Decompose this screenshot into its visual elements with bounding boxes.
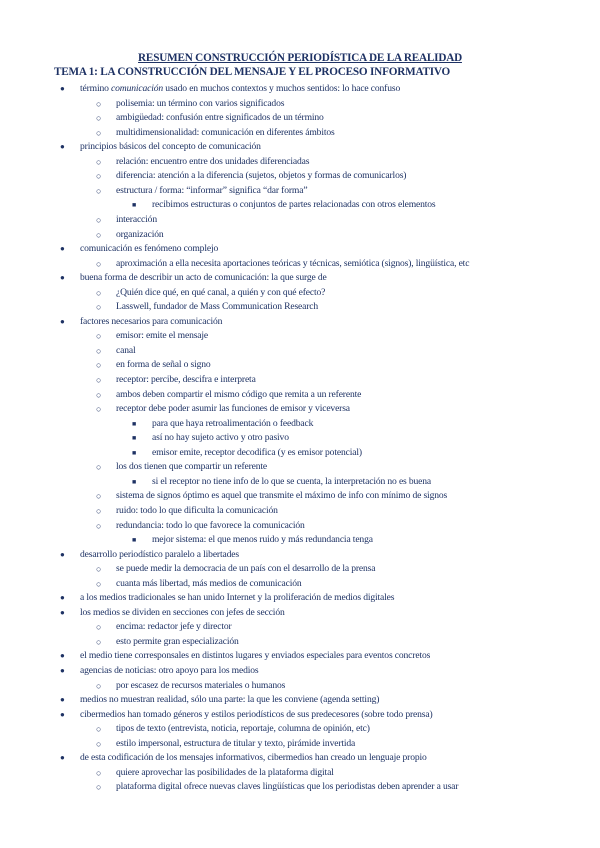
bullet-icon: ○ [96,375,102,385]
outline-item-level-2 [96,286,326,301]
outline-item-text: sistema de signos óptimo es aquel que transmite el máximo de info con mínimo de signos [116,490,448,502]
bullet-icon: ○ [96,229,102,240]
outline-item-level-3 [132,431,289,446]
outline-item-level-2 [96,184,308,199]
bullet-icon: ○ [96,345,102,356]
outline-item-text: comunicación es fenómeno complejo [80,243,219,255]
outline-item-text: cibermedios han tomado géneros y estilos periodísticos de sus predecesores (sobre todo prensa) [80,708,433,720]
outline-item-text: receptor debe poder asumir las funciones de emisor y viceversa [116,403,350,415]
outline-item-text: aproximación a ella necesita aportaciones teóricas y técnicas, semiótica (signos), lingüística, etc [116,257,470,269]
bullet-icon: ○ [96,360,102,371]
bullet-icon: ○ [96,564,102,575]
outline-item-level-2 [96,737,356,752]
outline-item-level-2 [96,562,376,577]
outline-item-text: a los medios tradicionales se han unido Internet y la proliferación de medios digitales [80,592,395,604]
outline-item-text: ruido: todo lo que dificulta la comunicación [116,504,278,516]
bullet-icon: ○ [96,214,102,225]
outline-item-text: por escasez de recursos materiales o humanos [116,679,286,691]
outline-item-text: multidimensionalidad: comunicación en diferentes ámbitos [116,126,335,138]
bullet-icon: ■ [132,448,137,457]
bullet-icon: ● [60,607,65,617]
outline-item-text: organización [116,228,164,240]
bullet-icon: ■ [132,536,137,545]
outline-item-text: principios básicos del concepto de comunicación [80,141,261,153]
outline-item-level-1 [60,548,239,563]
outline-item-text: encima: redactor jefe y director [116,621,232,633]
outline-item-level-2 [96,620,232,635]
bullet-icon: ● [60,593,65,603]
outline-item-text: esto permite gran especialización [116,635,239,647]
outline-item-level-2 [96,577,302,592]
outline-item-level-2 [96,358,211,373]
outline-item-level-2 [96,228,164,243]
bullet-icon: ○ [96,462,102,473]
outline-item-text: emisor emite, receptor decodifica (y es emisor potencial) [152,446,362,458]
bullet-icon: ● [60,709,65,719]
outline-item-level-2 [96,780,459,795]
outline-item-text: estructura / forma: “informar” significa “dar forma” [116,184,308,196]
outline-item-level-1 [60,606,285,621]
outline-item-level-2 [96,329,209,344]
bullet-icon: ● [60,549,65,559]
outline-item-text: medios no muestran realidad, sólo una parte: la que les conviene (agenda setting) [80,694,380,706]
outline-item-level-2 [96,97,285,112]
bullet-icon: ○ [96,113,102,124]
bullet-icon: ● [60,695,65,705]
outline-item-text: se puede medir la democracia de un país con el desarrollo de la prensa [116,563,376,575]
outline-item-level-2 [96,111,324,126]
bullet-icon: ○ [96,636,102,647]
bullet-icon: ● [60,244,65,254]
outline-item-text: si el receptor no tiene info de lo que se cuenta, la interpretación no es buena [152,475,432,487]
bullet-icon: ○ [96,156,102,167]
bullet-icon: ○ [96,127,102,138]
bullet-icon: ○ [96,782,102,793]
outline-item-level-2 [96,213,157,228]
bullet-icon: ○ [96,171,102,182]
emphasized-term: comunicación [111,83,164,94]
bullet-icon: ○ [96,404,102,415]
outline-item-level-2 [96,155,310,170]
bullet-icon: ○ [96,680,102,691]
bullet-icon: ○ [96,389,102,400]
bullet-icon: ○ [96,258,102,269]
outline-item-level-2 [96,169,407,184]
outline-item-text: Lasswell, fundador de Mass Communication Research [116,301,319,313]
bullet-icon: ○ [96,724,102,735]
outline-item-level-3 [132,198,436,213]
bullet-icon: ○ [96,98,102,109]
outline-item-level-2 [96,373,256,388]
bullet-icon: ○ [96,302,102,313]
outline-item-text: el medio tiene corresponsales en distintos lugares y enviados especiales para eventos concretos [80,650,431,662]
outline-item-text: los dos tienen que compartir un referente [116,461,268,473]
outline-item-level-2 [96,126,335,141]
bullet-icon: ○ [96,578,102,589]
bullet-icon: ● [60,84,65,93]
outline-item-level-3 [132,475,432,490]
bullet-icon: ● [60,666,65,675]
outline-item-text: de esta codificación de los mensajes informativos, cibermedios han creado un lenguaje propio [80,752,427,764]
outline-item-level-2 [96,489,448,504]
outline-item-level-2 [96,300,319,315]
outline-item-level-2 [96,679,286,694]
outline-item-text: recibimos estructuras o conjuntos de partes relacionadas con otros elementos [152,199,436,211]
outline-item-text: plataforma digital ofrece nuevas claves lingüísticas que los periodistas deben aprender a usar [116,781,459,793]
outline-item-text: desarrollo periodístico paralelo a libertades [80,548,239,560]
outline-item-text: tipos de texto (entrevista, noticia, reportaje, columna de opinión, etc) [116,723,370,735]
outline-item-level-1 [60,751,427,766]
outline-item-text: ¿Quién dice qué, en qué canal, a quién y con qué efecto? [116,286,326,298]
bullet-icon: ● [60,142,65,152]
outline-item-level-1 [60,591,395,606]
outline-item-text: cuanta más libertad, más medios de comunicación [116,577,302,589]
section-heading: TEMA 1: LA CONSTRUCCIÓN DEL MENSAJE Y EL PROCESO INFORMATIVO [54,66,451,78]
bullet-icon: ■ [132,419,137,428]
outline-item-level-1 [60,140,261,155]
outline-item-text: redundancia: todo lo que favorece la comunicación [116,519,305,531]
outline-item-level-2 [96,504,278,519]
outline-item-level-2 [96,460,268,475]
outline-item-level-2 [96,257,470,272]
outline-item-text: ambos deben compartir el mismo código que remita a un referente [116,388,362,400]
outline-item-text: receptor: percibe, descifra e interpreta [116,374,256,385]
outline-item-text: los medios se dividen en secciones con jefes de sección [80,606,285,618]
outline-item-level-2 [96,635,239,650]
outline-item-text: canal [116,344,136,356]
outline-item-level-3 [132,446,362,461]
outline-item-level-1 [60,315,223,330]
bullet-icon: ○ [96,491,102,502]
bullet-icon: ○ [96,287,102,298]
bullet-icon: ○ [96,331,102,342]
outline-item-text: factores necesarios para comunicación [80,315,223,327]
bullet-icon: ● [60,273,65,283]
outline-item-level-2 [96,519,305,534]
outline-item-text: diferencia: atención a la diferencia (sujetos, objetos y formas de comunicarlos) [116,170,407,182]
outline-item-level-2 [96,344,136,359]
outline-item-level-1 [60,82,401,97]
outline-item-text: buena forma de describir un acto de comunicación: la que surge de [80,272,327,284]
outline-item-level-2 [96,766,334,781]
bullet-icon: ○ [96,520,102,531]
outline-item-text: polisemia: un término con varios significados [116,97,285,109]
bullet-icon: ■ [132,201,137,210]
bullet-icon: ● [60,316,65,326]
outline-item-text: emisor: emite el mensaje [116,330,209,342]
outline-item-level-1 [60,271,327,286]
outline-item-text: interacción [116,213,157,225]
bullet-icon: ○ [96,767,102,778]
document-title: RESUMEN CONSTRUCCIÓN PERIODÍSTICA DE LA REALIDAD [138,52,462,64]
bullet-icon: ○ [96,622,102,633]
outline-item-level-3 [132,533,373,548]
bullet-icon: ■ [132,477,137,486]
outline-item-level-2 [96,388,362,403]
outline-item-level-1 [60,649,431,664]
outline-item-text: para que haya retroalimentación o feedback [152,417,314,429]
outline-item-level-1 [60,664,259,679]
bullet-icon: ○ [96,185,102,196]
outline-item-text: mejor sistema: el que menos ruido y más redundancia tenga [152,534,373,546]
bullet-icon: ● [60,651,65,661]
outline-item-level-2 [96,402,350,417]
outline-item-text: ambigüedad: confusión entre significados de un término [116,112,324,124]
bullet-icon: ■ [132,434,137,443]
outline-item-level-2 [96,722,370,737]
outline-item-text: estilo impersonal, estructura de titular y texto, pirámide invertida [116,737,356,749]
outline-item-level-1 [60,242,219,257]
bullet-icon: ● [60,753,65,763]
outline-item-text: en forma de señal o signo [116,359,211,371]
outline-item-text: relación: encuentro entre dos unidades diferenciadas [116,155,310,167]
outline-item-text: término comunicación usado en muchos contextos y muchos sentidos: lo hace confuso [80,83,401,94]
bullet-icon: ○ [96,738,102,749]
outline-item-level-1 [60,693,380,708]
outline-item-text: agencias de noticias: otro apoyo para los medios [80,665,259,676]
outline-item-text: así no hay sujeto activo y otro pasivo [152,432,289,444]
outline-item-level-3 [132,417,314,432]
outline-item-level-1 [60,708,433,723]
outline-item-text: quiere aprovechar las posibilidades de la plataforma digital [116,766,334,778]
bullet-icon: ○ [96,505,102,516]
